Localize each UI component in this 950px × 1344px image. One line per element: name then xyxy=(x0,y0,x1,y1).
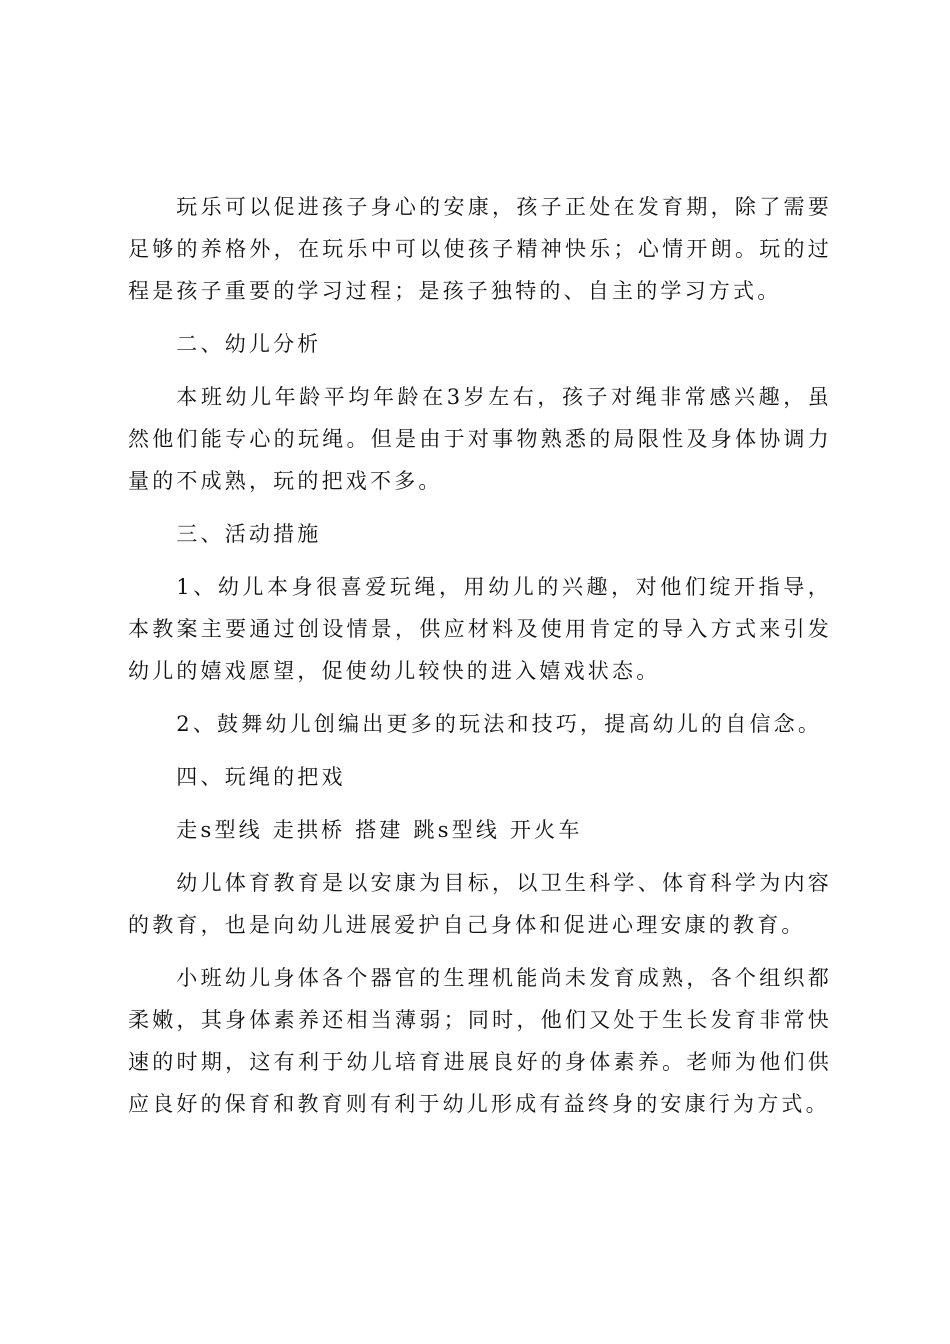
paragraph-rope-game-list: 走s型线 走拱桥 搭建 跳s型线 开火车 xyxy=(176,818,583,842)
paragraph-pe-education: 幼儿体育教育是以安康为目标，以卫生科学、体育科学为内容的教育，也是向幼儿进展爱护自己身体和促进心理安康的教育。 xyxy=(128,871,832,937)
heading-child-analysis: 二、幼儿分析 xyxy=(176,332,322,356)
paragraph-measure-1: 1、幼儿本身很喜爱玩绳，用幼儿的兴趣，对他们绽开指导，本教案主要通过创设情景，供应材料及使用肯定的导入方式来引发幼儿的嬉戏愿望，促使幼儿较快的进入嬉戏状态。 xyxy=(128,575,832,683)
document-body xyxy=(128,186,832,1136)
paragraph-child-development: 小班幼儿身体各个器官的生理机能尚未发育成熟，各个组织都柔嫩，其身体素养还相当薄弱；同时，他们又处于生长发育非常快速的时期，这有利于幼儿培育进展良好的身体素养。老师为他们供应良好的保育和教育则有利于幼儿形成有益终身的安康行为方式。 xyxy=(128,966,832,1116)
heading-rope-games: 四、玩绳的把戏 xyxy=(176,765,346,789)
paragraph-play-benefits: 玩乐可以促进孩子身心的安康，孩子正处在发育期，除了需要足够的养格外，在玩乐中可以使孩子精神快乐；心情开朗。玩的过程是孩子重要的学习过程；是孩子独特的、自主的学习方式。 xyxy=(128,195,832,303)
paragraph-child-analysis: 本班幼儿年龄平均年龄在3岁左右，孩子对绳非常感兴趣，虽然他们能专心的玩绳。但是由于对事物熟悉的局限性及身体协调力量的不成熟，玩的把戏不多。 xyxy=(128,385,832,493)
paragraph-measure-2: 2、鼓舞幼儿创编出更多的玩法和技巧，提高幼儿的自信念。 xyxy=(176,712,823,736)
heading-activity-measures: 三、活动措施 xyxy=(176,522,322,546)
